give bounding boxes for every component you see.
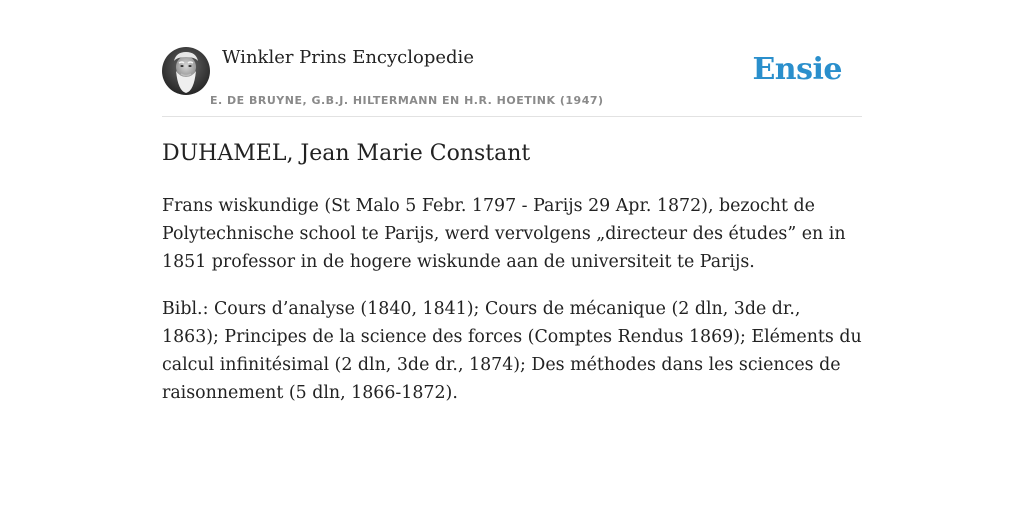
authors-line: E. DE BRUYNE, G.B.J. HILTERMANN EN H.R. HOETINK (1947) [210,94,604,107]
article-title: DUHAMEL, Jean Marie Constant [162,141,531,166]
bibliography-paragraph: Bibl.: Cours d’analyse (1840, 1841); Cours de mécanique (2 dln, 3de dr., 1863); Principes de la science des forces (Comptes Rendus 1869); Eléments du calcul infinitésimal (2 dln, 3de dr., 1874); Des méthodes dans les sciences de raisonnement (5 dln, 1866-1872). [162,299,862,403]
source-header [162,40,862,117]
ensie-logo[interactable]: Ensie [752,52,842,87]
encyclopedia-title: Winkler Prins Encyclopedie [222,47,474,68]
portrait-image [162,47,210,95]
author-avatar [162,47,210,95]
article-paragraph: Frans wiskundige (St Malo 5 Febr. 1797 - Parijs 29 Apr. 1872), bezocht de Polytechnische school te Parijs, werd vervolgens „directeur des études” en in 1851 professor in de hogere wiskunde aan de universiteit te Parijs. [162,196,846,272]
